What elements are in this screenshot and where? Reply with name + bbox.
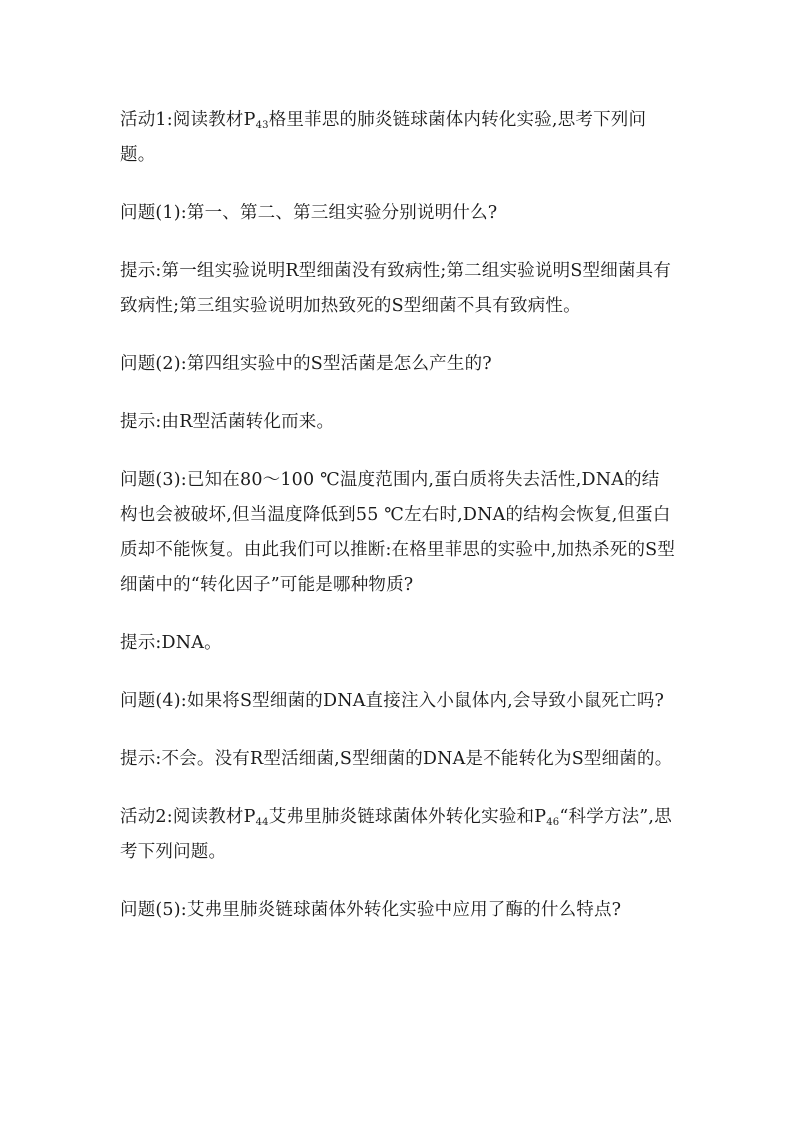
hint-3: 提示:DNA。 [120, 633, 222, 653]
activity-2-paragraph [120, 800, 676, 870]
activity-1-text-rest: 格里菲思的肺炎链球菌体内转化实验,思考下列问题。 [120, 110, 647, 165]
question-3: 问题(3):已知在80～100 ℃温度范围内,蛋白质将失去活性,DNA的结构也会被破坏,但当温度降低到55 ℃左右时,DNA的结构会恢复,但蛋白质却不能恢复。由此我们可以推断:在格里菲思的实验中,加热杀死的S型细菌中的“转化因子”可能是哪种物质? [120, 470, 676, 595]
document-body [120, 103, 676, 951]
hint-4: 提示:不会。没有R型活细菌,S型细菌的DNA是不能转化为S型细菌的。 [120, 749, 673, 769]
hint-1: 提示:第一组实验说明R型细菌没有致病性;第二组实验说明S型细菌具有致病性;第三组实验说明加热致死的S型细菌不具有致病性。 [120, 261, 672, 316]
question-5: 问题(5):艾弗里肺炎链球菌体外转化实验中应用了酶的什么特点? [120, 900, 622, 920]
question-2: 问题(2):第四组实验中的S型活菌是怎么产生的? [120, 354, 492, 374]
activity-2-text: 活动2:阅读教材P [120, 807, 256, 827]
hint-2: 提示:由R型活菌转化而来。 [120, 412, 335, 432]
question-1: 问题(1):第一、第二、第三组实验分别说明什么? [120, 203, 498, 223]
question-4: 问题(4):如果将S型细菌的DNA直接注入小鼠体内,会导致小鼠死亡吗? [120, 691, 665, 711]
activity-2-text-middle: 艾弗里肺炎链球菌体外转化实验和P [268, 807, 547, 827]
activity-1-paragraph [120, 103, 676, 173]
activity-1-text: 活动1:阅读教材P [120, 110, 256, 130]
activity-2-text-rest: “科学方法”,思考下列问题。 [120, 807, 672, 862]
page-ref-subscript: 46 [546, 817, 560, 828]
page-ref-subscript: 44 [255, 817, 269, 828]
page-ref-subscript: 43 [255, 120, 269, 131]
